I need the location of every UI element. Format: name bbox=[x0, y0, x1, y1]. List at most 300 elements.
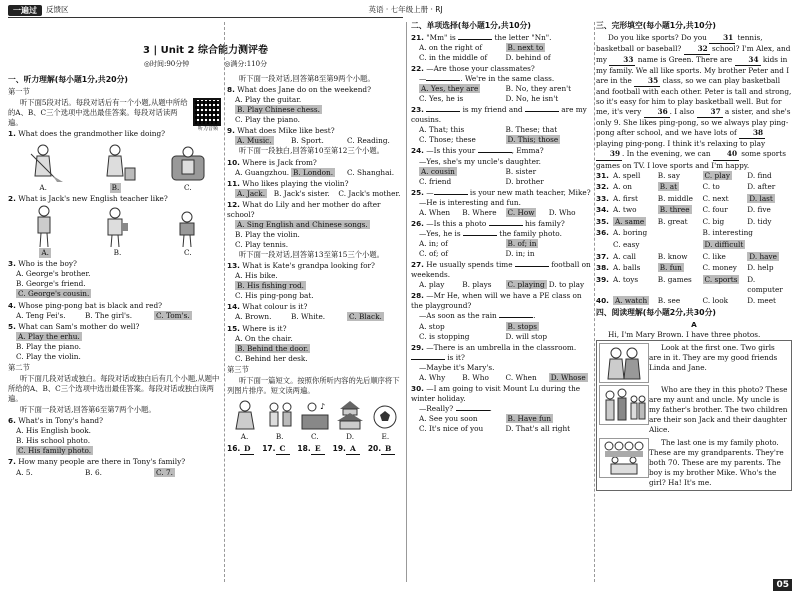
question-text: What's in Tony's hand? bbox=[18, 416, 104, 426]
question-21 bbox=[411, 33, 592, 43]
option[interactable]: A. See you soon bbox=[419, 414, 478, 424]
option[interactable]: A. George's brother. bbox=[16, 269, 91, 279]
option-selected[interactable]: C. His family photo. bbox=[18, 446, 92, 456]
answer-blank[interactable] bbox=[463, 235, 497, 236]
question-number: 1. bbox=[8, 129, 16, 138]
question-9 bbox=[227, 126, 403, 136]
picture-label: C. bbox=[310, 431, 319, 441]
option-selected[interactable]: C. 7. bbox=[156, 467, 173, 477]
option[interactable]: C. Play the violin. bbox=[16, 351, 81, 361]
options-row bbox=[411, 43, 592, 53]
question-text: —As soon as the rain bbox=[419, 311, 497, 321]
question-number: 40. bbox=[596, 296, 609, 306]
option[interactable]: D. will stop bbox=[505, 331, 548, 341]
option[interactable]: A. That; this bbox=[419, 125, 465, 135]
question-22 bbox=[411, 64, 592, 74]
options-row bbox=[411, 94, 592, 104]
option[interactable]: C. It's nice of you bbox=[419, 424, 484, 434]
reading-intro: Hi, I'm Mary Brown. I have three photos. bbox=[608, 330, 761, 340]
q2-option-labels bbox=[8, 248, 223, 258]
option[interactable]: A. Brown. bbox=[235, 312, 272, 322]
option[interactable]: B. sister bbox=[505, 166, 537, 176]
option-selected[interactable]: B. next to bbox=[507, 42, 544, 52]
option[interactable]: D. meet bbox=[747, 296, 776, 306]
passage-text: kids in my family. We all like sports. My brother Peter and I are in the bbox=[596, 54, 790, 85]
option[interactable]: C. of; of bbox=[419, 249, 448, 259]
option[interactable]: D. find bbox=[747, 170, 772, 180]
question-text: What does the grandmother like doing? bbox=[18, 129, 166, 138]
option-selected[interactable]: B. Play Chinese chess. bbox=[237, 105, 320, 115]
option[interactable]: B. great bbox=[657, 216, 688, 226]
option[interactable]: C. Play tennis. bbox=[235, 240, 289, 249]
dialogue-line bbox=[411, 311, 592, 321]
option-selected[interactable]: A. Music. bbox=[237, 136, 272, 146]
part-label: A bbox=[691, 320, 697, 330]
question-text: is it? bbox=[447, 352, 465, 362]
option[interactable]: C. Reading. bbox=[347, 136, 390, 146]
option-selected[interactable]: B. London. bbox=[293, 167, 334, 177]
photo-two-girls bbox=[599, 343, 649, 383]
option[interactable]: D. behind of bbox=[505, 52, 551, 62]
question-text: —Is this your bbox=[426, 146, 476, 156]
sub-instructions: 听下面一段对话,回答第8至第9两个小题。 bbox=[239, 74, 375, 83]
answer-blank[interactable] bbox=[525, 111, 559, 112]
question-text: is your new math teacher, Mike? bbox=[469, 187, 591, 197]
question-text: Who likes playing the violin? bbox=[242, 178, 349, 188]
cloze-options bbox=[596, 171, 792, 307]
order-pictures bbox=[227, 397, 403, 431]
option-selected[interactable]: C. play bbox=[704, 170, 730, 180]
option-selected[interactable]: A. watch bbox=[615, 296, 648, 306]
question-number: 26. bbox=[411, 218, 424, 228]
option[interactable]: C. next bbox=[702, 193, 729, 203]
question-10 bbox=[227, 158, 403, 168]
option[interactable]: B. see bbox=[657, 296, 681, 306]
option[interactable]: C. like bbox=[702, 251, 726, 261]
answer-blank[interactable]: 38 bbox=[739, 128, 765, 139]
option[interactable]: A. balls bbox=[613, 263, 641, 273]
option[interactable]: C. Jack's mother. bbox=[338, 188, 401, 198]
question-text: "Mm" is bbox=[426, 32, 456, 42]
option-selected[interactable]: B. Behind the door. bbox=[237, 343, 309, 353]
question-number: 36. bbox=[596, 228, 609, 238]
question-number: 14. bbox=[227, 302, 240, 312]
question-number: 19. bbox=[332, 444, 346, 453]
option[interactable]: A. Why bbox=[419, 372, 446, 382]
answer-blank[interactable]: C bbox=[276, 444, 290, 455]
options-row bbox=[411, 53, 592, 63]
question-number: 5. bbox=[8, 321, 16, 331]
option-selected[interactable]: C. Tom's. bbox=[156, 310, 190, 320]
question-text: —Yes, he is bbox=[419, 228, 461, 238]
question-number: 31. bbox=[596, 170, 609, 180]
option-label: B. bbox=[111, 183, 120, 193]
question-text: —Are those your classmates? bbox=[426, 63, 535, 73]
option[interactable]: B. Where bbox=[462, 207, 497, 217]
question-5 bbox=[8, 322, 223, 332]
options-row bbox=[411, 208, 592, 218]
option[interactable]: C. money bbox=[702, 263, 737, 273]
option[interactable]: A. His English book. bbox=[16, 426, 91, 436]
question-text: What does Jane do on the weekend? bbox=[237, 85, 372, 95]
question-14 bbox=[227, 302, 403, 312]
option[interactable]: B. Play the violin. bbox=[235, 229, 300, 239]
option-selected[interactable]: C. playing bbox=[507, 280, 545, 290]
option[interactable]: B. say bbox=[657, 170, 680, 180]
question-text: How many people are there in Tony's family? bbox=[18, 457, 186, 467]
answer-blank[interactable] bbox=[426, 111, 460, 112]
section-heading: 二、单项选择(每小题1分,共10分) bbox=[411, 21, 531, 30]
question-number: 24. bbox=[411, 146, 424, 156]
girl-singing-image bbox=[230, 399, 260, 431]
aunt-uncle-family-image bbox=[602, 387, 646, 423]
question-number: 38. bbox=[596, 263, 609, 273]
option-selected[interactable]: B. at bbox=[659, 182, 678, 192]
section-label: 反馈区 bbox=[46, 4, 69, 14]
reading-paragraph: Who are they in this photo? These are my aunt and uncle. My uncle is my father's brother. The two children are their son Jack and their daughter Alice. bbox=[649, 385, 788, 435]
answer-blank[interactable] bbox=[515, 266, 549, 267]
question-text: What is Kate's grandpa looking for? bbox=[242, 261, 375, 271]
answer-blank[interactable]: 34 bbox=[735, 55, 761, 66]
reading-paragraph: Look at the first one. Two girls are in it. They are my good friends Linda and Jane. bbox=[649, 343, 778, 373]
question-1 bbox=[8, 129, 223, 139]
option[interactable]: C. four bbox=[702, 205, 728, 215]
option[interactable]: C. to bbox=[702, 182, 720, 192]
option-selected[interactable]: D. Whose bbox=[550, 372, 586, 382]
page-number: 05 bbox=[773, 579, 792, 591]
question-number: 20. bbox=[367, 444, 382, 453]
passage-text: name is Green. There are bbox=[637, 54, 733, 64]
order-answers bbox=[227, 444, 403, 455]
question-13 bbox=[227, 261, 403, 271]
option[interactable]: B. games bbox=[657, 274, 692, 284]
option[interactable]: D. No, he isn't bbox=[505, 94, 559, 104]
option[interactable]: C. Those; these bbox=[419, 135, 476, 145]
options-row bbox=[411, 249, 592, 259]
option[interactable]: B. middle bbox=[657, 193, 693, 203]
option[interactable]: D. help bbox=[747, 263, 774, 273]
option[interactable]: C. is stopping bbox=[419, 331, 470, 341]
photo-family bbox=[599, 438, 649, 478]
question-text: He usually spends time bbox=[426, 260, 513, 270]
grandmother-gardening-image bbox=[97, 142, 137, 182]
question-text: . bbox=[533, 311, 536, 321]
passage-text: Do you like sports? Do you bbox=[608, 32, 707, 42]
option-selected[interactable]: B. stops bbox=[507, 321, 537, 331]
q2-pictures bbox=[8, 205, 223, 247]
question-text: —Is this a photo bbox=[426, 218, 487, 228]
option[interactable]: B. These; that bbox=[505, 125, 558, 135]
question-text: Where is Jack from? bbox=[242, 157, 317, 167]
answer-blank[interactable]: 32 bbox=[684, 44, 710, 55]
kids-playing-image bbox=[265, 399, 295, 431]
answer-blank[interactable]: 37 bbox=[697, 107, 723, 118]
header-divider bbox=[8, 17, 403, 18]
option[interactable]: D. That's all right bbox=[505, 424, 571, 434]
question-28 bbox=[411, 291, 592, 311]
options-row bbox=[8, 311, 223, 321]
options-row bbox=[411, 84, 592, 94]
option[interactable]: B. No, they aren't bbox=[505, 84, 572, 94]
question-text: , Emma? bbox=[511, 146, 544, 156]
question-number: 13. bbox=[227, 261, 240, 271]
question-text: football on weekends. bbox=[411, 260, 591, 280]
question-number: 10. bbox=[227, 157, 240, 167]
question-2 bbox=[8, 194, 223, 204]
option[interactable]: A. on the right of bbox=[419, 42, 483, 52]
option-selected[interactable]: D. This; those bbox=[507, 135, 559, 145]
picture-label: B. bbox=[275, 431, 284, 441]
option[interactable]: B. The girl's. bbox=[85, 310, 133, 320]
option[interactable]: A. in; of bbox=[419, 239, 448, 248]
passage-text: . In the evening, we can bbox=[622, 149, 711, 159]
question-29 bbox=[411, 343, 592, 363]
qr-code[interactable] bbox=[193, 98, 223, 133]
option[interactable]: B. plays bbox=[462, 280, 492, 290]
option[interactable]: C. look bbox=[702, 296, 729, 306]
qr-image bbox=[193, 98, 221, 126]
option[interactable]: A. spell bbox=[613, 170, 641, 180]
question-number: 7. bbox=[8, 457, 16, 467]
option-selected[interactable]: D. have bbox=[749, 251, 777, 261]
section-heading: 三、完形填空(每小题1分,共10分) bbox=[596, 21, 716, 30]
picture-label: E. bbox=[381, 431, 390, 441]
option-selected[interactable]: A. Play the erhu. bbox=[18, 331, 80, 341]
option[interactable]: A. boring bbox=[613, 228, 648, 238]
option-selected[interactable]: B. three bbox=[659, 205, 690, 215]
question-4 bbox=[8, 301, 223, 311]
option[interactable]: B. Jack's sister. bbox=[273, 188, 330, 198]
option-selected[interactable]: C. Black. bbox=[349, 312, 382, 322]
question-number: 39. bbox=[596, 274, 609, 284]
option[interactable]: C. friend bbox=[419, 176, 452, 186]
cloze-passage bbox=[596, 33, 792, 171]
option[interactable]: A. toys bbox=[613, 274, 639, 284]
question-number: 25. bbox=[411, 187, 424, 197]
reading-paragraph: The last one is my family photo. These are my grandparents. They're both 70. These are my parents. The boy is my brother Mike. Who's the girl? Ha! It's me. bbox=[649, 437, 784, 487]
option-selected[interactable]: C. How bbox=[507, 207, 535, 217]
option[interactable]: D. brother bbox=[505, 176, 544, 186]
tall-teacher-image bbox=[26, 205, 62, 247]
q1-pictures bbox=[8, 140, 223, 182]
question-number: 30. bbox=[411, 383, 424, 393]
option[interactable]: C. Play the piano. bbox=[235, 115, 300, 125]
options-row bbox=[411, 373, 592, 383]
piano-player-image bbox=[300, 399, 330, 431]
options-row bbox=[227, 189, 403, 199]
option[interactable]: A. first bbox=[613, 193, 638, 203]
answer-blank[interactable]: B bbox=[381, 444, 395, 455]
answer-blank[interactable]: 36 bbox=[644, 107, 670, 118]
answer-blank[interactable] bbox=[411, 359, 445, 360]
option-selected[interactable]: D. difficult bbox=[704, 239, 744, 249]
option[interactable]: B. Who bbox=[462, 372, 489, 382]
question-number: 33. bbox=[596, 193, 609, 203]
option[interactable]: D. tidy bbox=[747, 216, 772, 226]
grandmother-sweeping-image bbox=[23, 142, 67, 182]
option-selected[interactable]: A. Jack. bbox=[237, 188, 266, 198]
option[interactable]: D. after bbox=[747, 182, 776, 192]
question-number: 12. bbox=[227, 199, 240, 209]
answer-blank[interactable] bbox=[434, 194, 468, 195]
option[interactable]: A. two bbox=[613, 205, 637, 215]
option[interactable]: B. Sport. bbox=[291, 136, 324, 146]
answer-blank[interactable] bbox=[489, 225, 523, 226]
question-text: are my cousins. bbox=[411, 105, 587, 125]
column-4 bbox=[596, 20, 792, 592]
option[interactable]: B. interesting bbox=[702, 228, 753, 238]
option[interactable]: C. His ping-pong bat. bbox=[235, 291, 314, 301]
option[interactable]: C. easy bbox=[613, 239, 640, 249]
option-label: C. bbox=[184, 248, 192, 258]
passage-text: tennis, basketball or baseball? bbox=[596, 32, 763, 53]
options-row bbox=[411, 125, 592, 135]
short-teacher-image bbox=[169, 205, 205, 247]
option[interactable]: A. His bike. bbox=[235, 271, 278, 281]
dialogue-line: — . We're in the same class. bbox=[419, 74, 555, 83]
question-number: 32. bbox=[596, 182, 609, 192]
option-selected[interactable]: C. George's cousin. bbox=[18, 289, 90, 299]
option[interactable]: D. Who bbox=[548, 207, 576, 217]
question-number: 6. bbox=[8, 416, 16, 426]
option-selected[interactable]: B. of; in bbox=[507, 239, 537, 248]
option-selected[interactable]: A. Sing English and Chinese songs. bbox=[237, 219, 368, 229]
option-selected[interactable]: A. same bbox=[615, 216, 645, 226]
question-text: is my friend and bbox=[462, 105, 523, 115]
svg-text:♪: ♪ bbox=[319, 401, 326, 411]
options-row bbox=[411, 135, 592, 145]
answer-blank[interactable] bbox=[458, 39, 492, 40]
option-selected[interactable]: B. Have fun bbox=[507, 414, 552, 424]
option[interactable]: D. five bbox=[747, 205, 771, 215]
answer-blank[interactable] bbox=[499, 317, 533, 318]
options-row bbox=[8, 468, 223, 478]
option[interactable]: A. stop bbox=[419, 321, 445, 331]
option[interactable]: B. His school photo. bbox=[16, 436, 91, 446]
option[interactable]: A. call bbox=[613, 251, 637, 261]
option[interactable]: A. Teng Fei's. bbox=[16, 310, 66, 320]
option[interactable]: A. Play the guitar. bbox=[235, 95, 302, 105]
option[interactable]: C. When bbox=[505, 372, 537, 382]
question-number: 34. bbox=[596, 205, 609, 215]
question-text: —Really? bbox=[419, 404, 454, 413]
question-3 bbox=[8, 259, 223, 269]
answer-blank[interactable]: A bbox=[346, 444, 360, 455]
question-number: 9. bbox=[227, 126, 235, 136]
soccer-ball-image bbox=[370, 399, 400, 431]
q1-option-labels bbox=[8, 183, 223, 193]
qr-label: 听力音频 bbox=[197, 125, 218, 132]
grandmother-knitting-image bbox=[168, 142, 208, 182]
page-header bbox=[8, 4, 784, 16]
passage-text: playing ping-pong. I think it's relaxing to play bbox=[596, 139, 766, 149]
options-row bbox=[411, 239, 592, 249]
options-row bbox=[411, 322, 592, 332]
test-title: 3 | Unit 2 综合能力测评卷 bbox=[143, 45, 268, 56]
answer-blank[interactable] bbox=[478, 152, 512, 153]
option-label: C. bbox=[184, 183, 192, 193]
part-label: 第二节 bbox=[8, 362, 30, 372]
option-selected[interactable]: C. sports bbox=[704, 274, 738, 284]
answer-blank[interactable]: 35 bbox=[634, 76, 660, 87]
answer-blank[interactable]: 31 bbox=[709, 33, 735, 44]
answer-blank[interactable]: D bbox=[240, 444, 254, 455]
option[interactable]: B. George's friend. bbox=[16, 279, 86, 289]
answer-blank[interactable]: 33 bbox=[609, 55, 635, 66]
answer-blank[interactable]: 40 bbox=[713, 149, 739, 160]
question-text: We're in the same class. bbox=[464, 74, 555, 83]
answer-blank[interactable] bbox=[426, 80, 460, 81]
option[interactable]: A. When bbox=[419, 207, 451, 217]
section-heading: 四、阅读理解(每小题2分,共30分) bbox=[596, 308, 716, 318]
option[interactable]: C. Behind her desk. bbox=[235, 353, 308, 363]
option-selected[interactable]: A. cousin bbox=[421, 166, 455, 176]
options-row bbox=[411, 177, 592, 187]
question-number: 18. bbox=[297, 444, 311, 453]
option[interactable]: A. Guangzhou. bbox=[235, 167, 290, 177]
family-photo-image bbox=[601, 440, 647, 476]
subject-label: 英语 · 七年级上册 · RJ bbox=[368, 4, 443, 14]
question-7 bbox=[8, 457, 223, 467]
answer-blank[interactable] bbox=[456, 410, 490, 411]
answer-blank[interactable]: E bbox=[311, 444, 325, 455]
options-row bbox=[227, 312, 403, 322]
question-24 bbox=[411, 146, 592, 156]
option[interactable]: A. play bbox=[419, 280, 445, 290]
option[interactable]: C. Yes, he is bbox=[419, 94, 464, 104]
question-27 bbox=[411, 260, 592, 280]
sub-instructions: 听下面一段对话,回答第6至第7两个小题。 bbox=[20, 405, 156, 415]
picture-label: A. bbox=[240, 431, 249, 441]
instructions: 听下面5段对话。每段对话后有一个小题,从题中所给的A、B、C三个选项中选出最佳答案。每段对话读两遍。 bbox=[8, 97, 188, 127]
option[interactable]: B. Play the piano. bbox=[16, 341, 81, 351]
option[interactable]: D. computer bbox=[747, 274, 783, 294]
question-text: What is Jack's new English teacher like? bbox=[18, 194, 168, 204]
dialogue-line bbox=[411, 229, 592, 239]
sub-instructions: 听下面一段独白,回答第10至第12三个小题。 bbox=[239, 146, 384, 156]
option-selected[interactable]: B. His fishing rod. bbox=[237, 281, 304, 291]
option[interactable]: C. big bbox=[702, 216, 725, 226]
question-number: 16. bbox=[227, 444, 241, 453]
question-number: 11. bbox=[227, 178, 240, 188]
option[interactable]: B. White. bbox=[291, 312, 326, 322]
option[interactable]: B. 6. bbox=[85, 467, 102, 477]
brand-logo: 一遍过 bbox=[8, 5, 42, 16]
option[interactable]: C. in the middle of bbox=[419, 52, 488, 62]
question-number: 37. bbox=[596, 251, 609, 261]
option[interactable]: B. know bbox=[657, 251, 688, 261]
option-selected[interactable]: A. Yes, they are bbox=[421, 84, 479, 94]
option[interactable]: C. Shanghai. bbox=[347, 167, 395, 177]
answer-blank[interactable]: 39 bbox=[596, 149, 622, 160]
passage-text: class, so we can play basketball and football with each other. Peter is tall and strong, so it's easy for him to play basketball well. But for me, it's very bbox=[596, 76, 792, 117]
options-row bbox=[227, 136, 403, 146]
question-number: 8. bbox=[227, 85, 235, 95]
option[interactable]: A. on bbox=[613, 182, 633, 192]
section-heading: 一、听力理解(每小题1分,共20分) bbox=[8, 75, 128, 84]
photo-aunt-uncle bbox=[599, 385, 649, 425]
option[interactable]: D. to play bbox=[548, 280, 585, 290]
option-selected[interactable]: B. fun bbox=[659, 263, 682, 273]
question-25: 25. — is your new math teacher, Mike? bbox=[411, 187, 591, 197]
option-selected[interactable]: D. last bbox=[749, 193, 773, 203]
instructions: 听下面几段对话或独白。每段对话或独白后有几个小题,从题中所给的A、B、C三个选项中选出最佳答案。每段对话或独白读两遍。 bbox=[8, 373, 220, 404]
option[interactable]: A. 5. bbox=[16, 467, 33, 477]
column-divider bbox=[594, 22, 595, 582]
option[interactable]: A. On the chair. bbox=[235, 333, 293, 343]
sub-instructions: 听下面一段对话,回答第13至第15三个小题。 bbox=[239, 250, 384, 260]
option[interactable]: D. in; in bbox=[505, 249, 535, 259]
